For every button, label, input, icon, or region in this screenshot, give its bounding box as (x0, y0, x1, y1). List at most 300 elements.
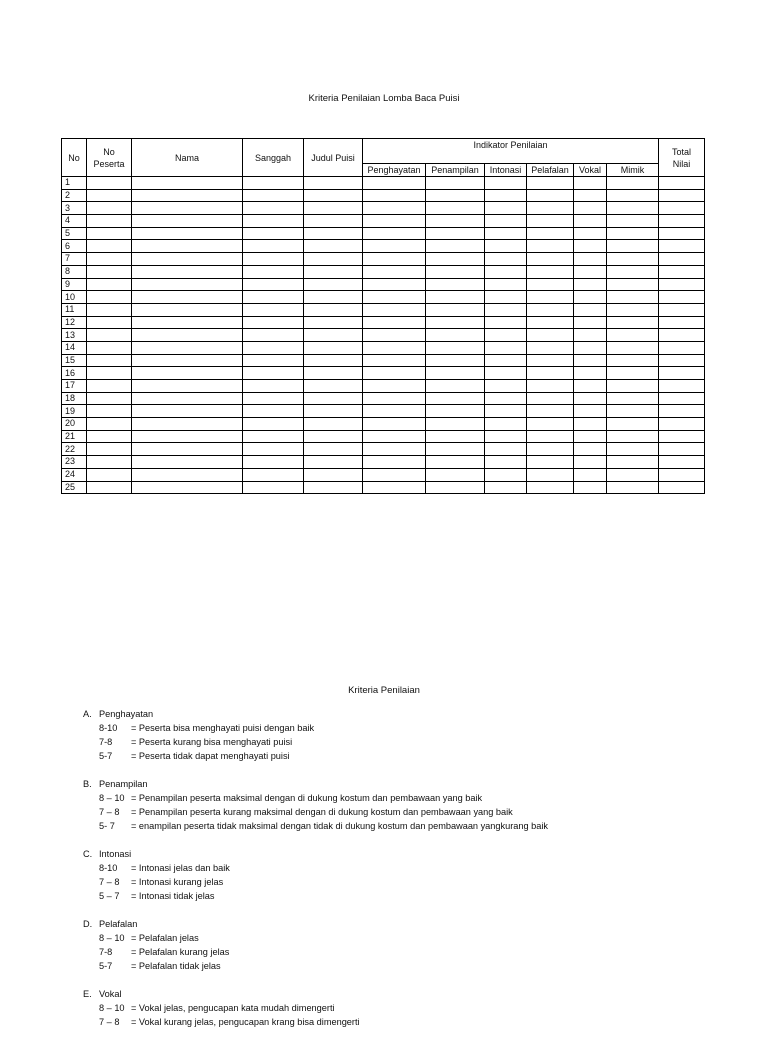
table-cell (87, 215, 132, 228)
table-cell (304, 177, 363, 190)
table-cell (363, 227, 426, 240)
table-cell (304, 405, 363, 418)
score-description: = Pelafalan jelas (131, 933, 199, 943)
criteria-list (83, 707, 548, 1043)
table-cell (87, 367, 132, 380)
table-cell (485, 329, 527, 342)
table-cell (426, 240, 485, 253)
table-cell (426, 278, 485, 291)
table-cell (659, 177, 705, 190)
table-cell (304, 481, 363, 494)
header-judul-puisi: Judul Puisi (304, 139, 363, 177)
row-number: 22 (62, 443, 87, 456)
table-cell (527, 481, 574, 494)
table-cell (87, 430, 132, 443)
table-cell (87, 354, 132, 367)
table-cell (132, 380, 243, 393)
criteria-section-heading (83, 707, 548, 721)
criteria-letter: C. (83, 849, 93, 859)
table-cell (304, 253, 363, 266)
table-cell (87, 265, 132, 278)
score-range: 8 – 10 (99, 793, 125, 803)
table-cell (243, 240, 304, 253)
row-number: 24 (62, 468, 87, 481)
table-cell (659, 215, 705, 228)
table-cell (87, 253, 132, 266)
row-number: 6 (62, 240, 87, 253)
row-number: 25 (62, 481, 87, 494)
table-cell (363, 341, 426, 354)
table-cell (527, 215, 574, 228)
table-cell (87, 405, 132, 418)
table-cell (607, 392, 659, 405)
table-cell (485, 481, 527, 494)
table-cell (243, 468, 304, 481)
table-row (62, 456, 705, 469)
table-cell (527, 329, 574, 342)
table-cell (607, 430, 659, 443)
table-cell (426, 456, 485, 469)
table-cell (607, 278, 659, 291)
criteria-name: Intonasi (99, 849, 132, 859)
criteria-name: Pelafalan (99, 919, 138, 929)
table-cell (243, 367, 304, 380)
table-cell (243, 341, 304, 354)
score-description: = Pelafalan tidak jelas (131, 961, 221, 971)
table-cell (243, 253, 304, 266)
table-cell (363, 189, 426, 202)
table-row (62, 405, 705, 418)
row-number: 2 (62, 189, 87, 202)
criteria-letter: B. (83, 779, 92, 789)
table-cell (527, 392, 574, 405)
table-cell (659, 316, 705, 329)
table-cell (243, 456, 304, 469)
criteria-line (83, 931, 548, 945)
table-cell (659, 443, 705, 456)
table-cell (574, 227, 607, 240)
table-cell (574, 380, 607, 393)
table-cell (527, 177, 574, 190)
table-cell (132, 418, 243, 431)
table-cell (659, 265, 705, 278)
score-range: 5-7 (99, 961, 113, 971)
table-cell (304, 354, 363, 367)
table-cell (485, 291, 527, 304)
table-row (62, 392, 705, 405)
table-cell (243, 215, 304, 228)
table-cell (527, 418, 574, 431)
score-range: 5- 7 (99, 821, 115, 831)
table-cell (132, 481, 243, 494)
table-cell (87, 443, 132, 456)
table-row (62, 481, 705, 494)
table-cell (574, 405, 607, 418)
table-row (62, 177, 705, 190)
row-number: 23 (62, 456, 87, 469)
table-cell (426, 468, 485, 481)
table-row (62, 227, 705, 240)
table-cell (607, 303, 659, 316)
table-cell (426, 341, 485, 354)
table-cell (659, 481, 705, 494)
table-cell (363, 367, 426, 380)
row-number: 14 (62, 341, 87, 354)
score-description: = Intonasi kurang jelas (131, 877, 224, 887)
table-cell (426, 303, 485, 316)
table-cell (87, 481, 132, 494)
table-row (62, 240, 705, 253)
table-cell (485, 405, 527, 418)
header-indikator: Indikator Penilaian (363, 139, 659, 164)
table-cell (426, 392, 485, 405)
table-cell (527, 430, 574, 443)
table-cell (485, 418, 527, 431)
table-cell (659, 468, 705, 481)
row-number: 5 (62, 227, 87, 240)
table-cell (659, 291, 705, 304)
score-description: = Vokal jelas, pengucapan kata mudah dimengerti (131, 1003, 335, 1013)
row-number: 10 (62, 291, 87, 304)
table-cell (527, 341, 574, 354)
table-cell (426, 329, 485, 342)
table-cell (574, 418, 607, 431)
table-cell (485, 303, 527, 316)
table-cell (132, 278, 243, 291)
page-title: Kriteria Penilaian Lomba Baca Puisi (308, 93, 460, 104)
criteria-section-heading (83, 917, 548, 931)
header-indicator-pelafalan: Pelafalan (527, 164, 574, 177)
score-range: 8-10 (99, 723, 118, 733)
criteria-section-heading (83, 987, 548, 1001)
criteria-line (83, 959, 548, 973)
table-cell (485, 227, 527, 240)
table-cell (659, 189, 705, 202)
table-cell (485, 189, 527, 202)
table-cell (132, 443, 243, 456)
criteria-line (83, 861, 548, 875)
table-cell (304, 418, 363, 431)
score-description: = Pelafalan kurang jelas (131, 947, 230, 957)
table-cell (574, 215, 607, 228)
table-cell (659, 303, 705, 316)
table-cell (363, 253, 426, 266)
table-cell (363, 303, 426, 316)
table-cell (527, 189, 574, 202)
criteria-letter: A. (83, 709, 92, 719)
criteria-section (83, 707, 548, 763)
table-cell (243, 316, 304, 329)
score-range: 5 – 7 (99, 891, 120, 901)
table-row (62, 278, 705, 291)
table-row (62, 418, 705, 431)
criteria-section-heading (83, 847, 548, 861)
table-cell (304, 380, 363, 393)
table-cell (607, 240, 659, 253)
table-cell (243, 227, 304, 240)
table-cell (132, 341, 243, 354)
table-cell (426, 253, 485, 266)
table-row (62, 329, 705, 342)
score-range: 7-8 (99, 947, 113, 957)
criteria-section (83, 917, 548, 973)
table-cell (243, 291, 304, 304)
table-row (62, 202, 705, 215)
table-cell (243, 392, 304, 405)
table-row (62, 265, 705, 278)
table-cell (527, 240, 574, 253)
table-cell (132, 456, 243, 469)
table-cell (363, 456, 426, 469)
table-cell (304, 367, 363, 380)
table-cell (426, 430, 485, 443)
table-cell (304, 468, 363, 481)
table-row (62, 468, 705, 481)
score-range: 5-7 (99, 751, 113, 761)
table-cell (485, 316, 527, 329)
row-number: 9 (62, 278, 87, 291)
score-description: = Penampilan peserta kurang maksimal dengan di dukung kostum dan pembawaan yang baik (131, 807, 513, 817)
table-cell (426, 405, 485, 418)
table-cell (243, 202, 304, 215)
table-cell (243, 481, 304, 494)
criteria-line (83, 735, 548, 749)
table-cell (574, 316, 607, 329)
table-cell (527, 202, 574, 215)
criteria-letter: E. (83, 989, 92, 999)
table-cell (132, 202, 243, 215)
header-total-nilai: Total Nilai (659, 139, 705, 177)
table-cell (574, 392, 607, 405)
table-cell (659, 329, 705, 342)
table-cell (132, 240, 243, 253)
table-cell (607, 202, 659, 215)
table-row (62, 303, 705, 316)
table-cell (485, 380, 527, 393)
table-cell (363, 392, 426, 405)
table-cell (426, 481, 485, 494)
table-cell (574, 430, 607, 443)
table-cell (132, 329, 243, 342)
table-cell (363, 405, 426, 418)
table-row (62, 354, 705, 367)
score-range: 8 – 10 (99, 933, 125, 943)
table-cell (363, 430, 426, 443)
score-description: = enampilan peserta tidak maksimal dengan tidak di dukung kostum dan pembawaan yangkurang baik (131, 821, 549, 831)
table-cell (304, 265, 363, 278)
table-cell (607, 253, 659, 266)
table-cell (243, 303, 304, 316)
table-cell (485, 215, 527, 228)
table-cell (527, 303, 574, 316)
table-cell (363, 265, 426, 278)
table-cell (87, 227, 132, 240)
table-cell (574, 341, 607, 354)
score-range: 7 – 8 (99, 877, 120, 887)
table-cell (87, 177, 132, 190)
table-cell (659, 430, 705, 443)
table-cell (132, 405, 243, 418)
table-cell (243, 430, 304, 443)
table-cell (659, 392, 705, 405)
criteria-line (83, 819, 548, 833)
table-cell (485, 341, 527, 354)
table-cell (574, 354, 607, 367)
table-cell (607, 316, 659, 329)
criteria-section-heading (83, 777, 548, 791)
table-cell (87, 392, 132, 405)
table-cell (304, 303, 363, 316)
row-number: 3 (62, 202, 87, 215)
table-cell (527, 291, 574, 304)
row-number: 12 (62, 316, 87, 329)
table-cell (607, 418, 659, 431)
table-cell (363, 481, 426, 494)
table-cell (574, 177, 607, 190)
table-cell (485, 392, 527, 405)
table-cell (87, 329, 132, 342)
row-number: 13 (62, 329, 87, 342)
table-cell (485, 278, 527, 291)
table-row (62, 189, 705, 202)
table-row (62, 430, 705, 443)
table-cell (527, 316, 574, 329)
row-number: 7 (62, 253, 87, 266)
table-cell (426, 177, 485, 190)
table-cell (304, 278, 363, 291)
table-cell (243, 418, 304, 431)
criteria-line (83, 791, 548, 805)
table-cell (574, 481, 607, 494)
table-cell (574, 443, 607, 456)
table-cell (574, 189, 607, 202)
table-cell (607, 380, 659, 393)
table-cell (574, 367, 607, 380)
table-row (62, 253, 705, 266)
table-cell (132, 468, 243, 481)
table-cell (426, 443, 485, 456)
table-row (62, 316, 705, 329)
table-cell (659, 367, 705, 380)
table-cell (304, 189, 363, 202)
table-cell (574, 456, 607, 469)
score-description: = Intonasi tidak jelas (131, 891, 215, 901)
table-cell (607, 481, 659, 494)
table-row (62, 215, 705, 228)
table-cell (87, 202, 132, 215)
table-cell (304, 202, 363, 215)
table-cell (485, 367, 527, 380)
table-cell (574, 468, 607, 481)
table-cell (87, 456, 132, 469)
row-number: 8 (62, 265, 87, 278)
table-cell (304, 430, 363, 443)
score-description: = Peserta bisa menghayati puisi dengan baik (131, 723, 315, 733)
table-cell (574, 240, 607, 253)
criteria-letter: D. (83, 919, 93, 929)
table-cell (132, 253, 243, 266)
table-cell (363, 418, 426, 431)
table-cell (426, 215, 485, 228)
table-cell (659, 278, 705, 291)
table-cell (574, 291, 607, 304)
header-no-peserta: No Peserta (87, 139, 132, 177)
table-cell (363, 240, 426, 253)
table-cell (304, 291, 363, 304)
table-cell (132, 392, 243, 405)
table-cell (426, 202, 485, 215)
table-cell (363, 468, 426, 481)
table-cell (607, 227, 659, 240)
table-cell (659, 354, 705, 367)
table-cell (132, 177, 243, 190)
table-cell (243, 443, 304, 456)
table-cell (363, 354, 426, 367)
header-no: No (62, 139, 87, 177)
criteria-name: Penampilan (99, 779, 148, 789)
table-cell (426, 316, 485, 329)
header-indicator-vokal: Vokal (574, 164, 607, 177)
criteria-line (83, 1015, 548, 1029)
table-cell (574, 303, 607, 316)
header-nama: Nama (132, 139, 243, 177)
table-cell (607, 291, 659, 304)
header-indicator-penampilan: Penampilan (426, 164, 485, 177)
table-row (62, 380, 705, 393)
table-cell (304, 456, 363, 469)
score-description: = Penampilan peserta maksimal dengan di dukung kostum dan pembawaan yang baik (131, 793, 483, 803)
criteria-section (83, 847, 548, 903)
table-cell (363, 177, 426, 190)
table-cell (659, 227, 705, 240)
row-number: 16 (62, 367, 87, 380)
table-cell (659, 405, 705, 418)
table-cell (132, 291, 243, 304)
table-cell (243, 329, 304, 342)
table-cell (243, 177, 304, 190)
score-table (61, 138, 705, 494)
table-cell (132, 265, 243, 278)
table-cell (363, 215, 426, 228)
table-cell (607, 367, 659, 380)
table-cell (132, 215, 243, 228)
score-body (62, 177, 705, 494)
table-cell (607, 341, 659, 354)
table-cell (607, 443, 659, 456)
table-cell (659, 253, 705, 266)
table-cell (243, 278, 304, 291)
table-cell (304, 329, 363, 342)
table-cell (426, 291, 485, 304)
table-cell (363, 291, 426, 304)
table-cell (485, 253, 527, 266)
table-cell (659, 240, 705, 253)
table-cell (485, 240, 527, 253)
criteria-line (83, 749, 548, 763)
criteria-line (83, 875, 548, 889)
table-cell (87, 468, 132, 481)
table-cell (527, 227, 574, 240)
table-cell (607, 468, 659, 481)
row-number: 19 (62, 405, 87, 418)
table-cell (132, 303, 243, 316)
criteria-name: Vokal (99, 989, 122, 999)
table-cell (574, 202, 607, 215)
score-description: = Peserta tidak dapat menghayati puisi (131, 751, 290, 761)
score-range: 7-8 (99, 737, 113, 747)
table-cell (659, 202, 705, 215)
table-cell (243, 189, 304, 202)
